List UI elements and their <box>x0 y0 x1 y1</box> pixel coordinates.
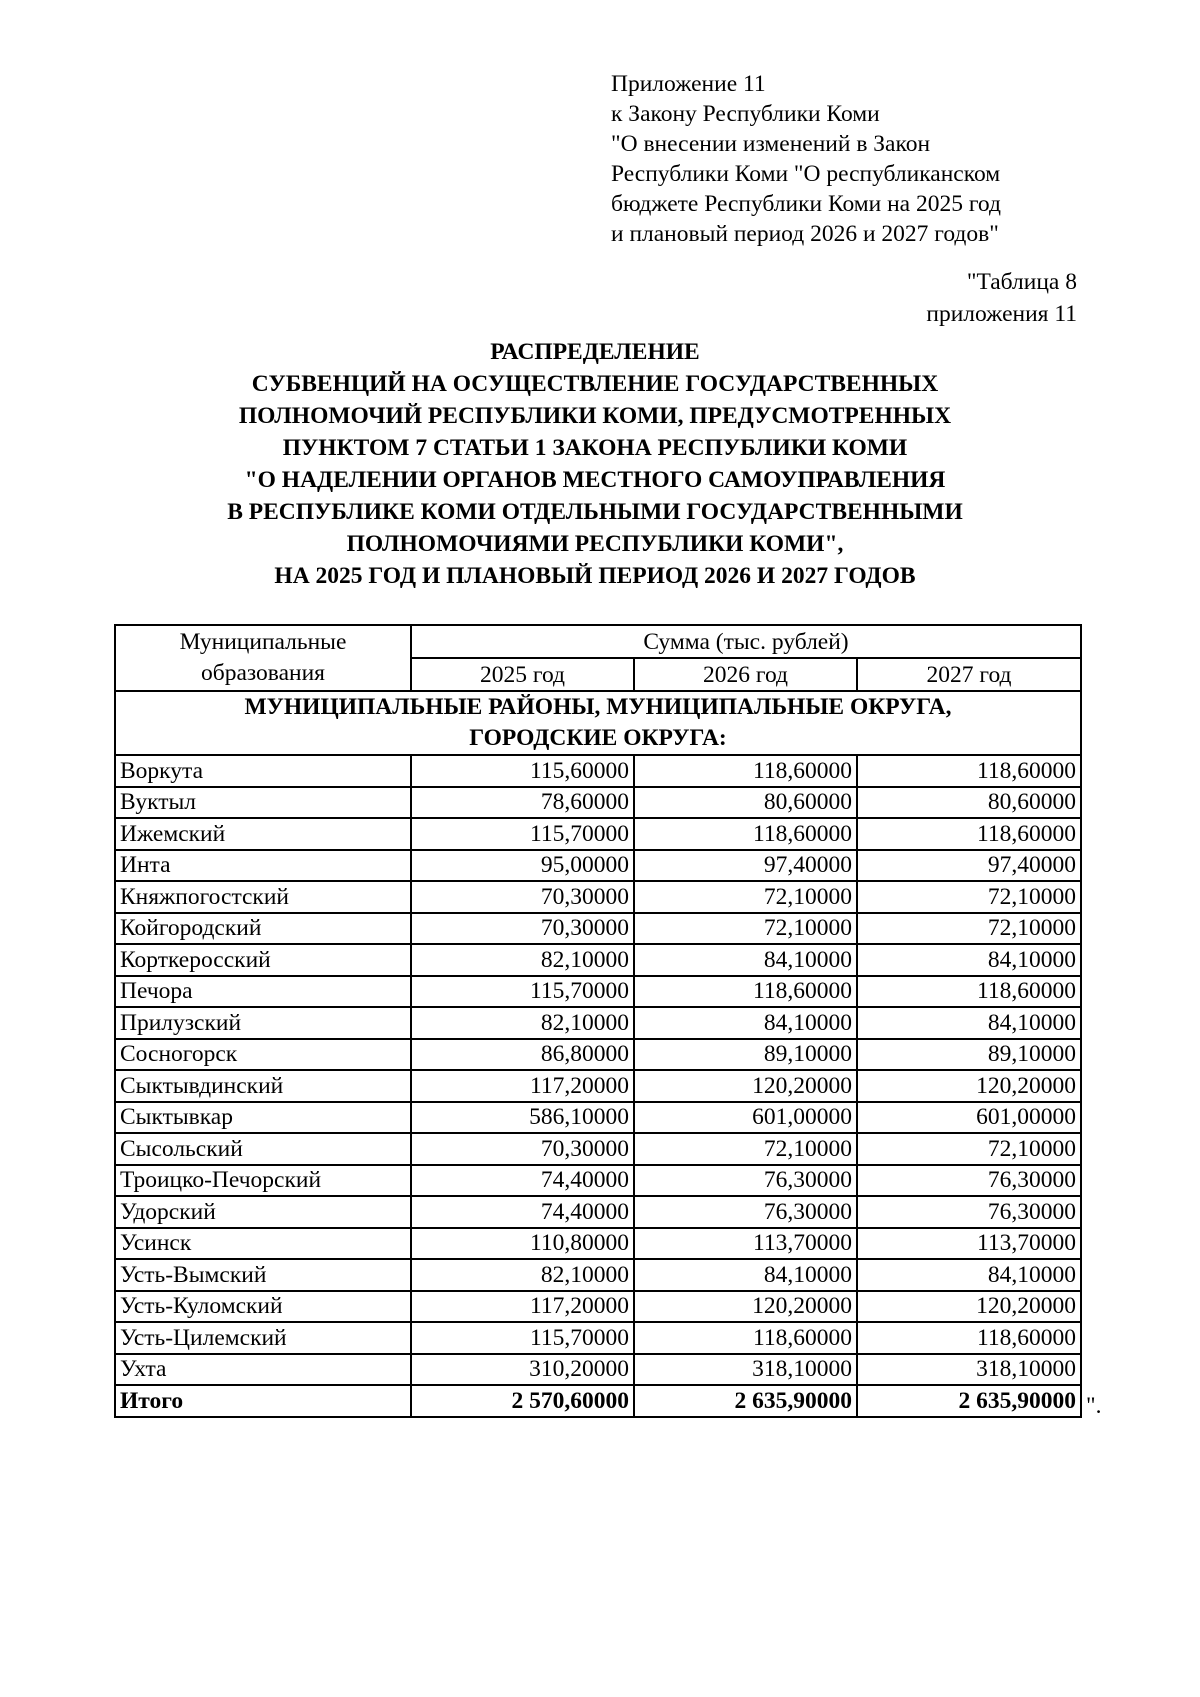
table-row <box>115 1228 1081 1260</box>
appendix-header-line: "О внесении изменений в Закон <box>611 131 931 157</box>
amount-cell: 118,60000 <box>634 818 857 850</box>
amount-cell: 89,10000 <box>634 1039 857 1071</box>
amount-cell: 70,30000 <box>411 881 634 913</box>
appendix-header-line: к Закону Республики Коми <box>611 101 880 127</box>
amount-cell: 118,60000 <box>857 755 1081 787</box>
amount-cell: 82,10000 <box>411 1007 634 1039</box>
title-line: "О НАДЕЛЕНИИ ОРГАНОВ МЕСТНОГО САМОУПРАВЛЕНИЯ <box>244 467 946 493</box>
municipality-name-cell: Троицко-Печорский <box>115 1165 411 1197</box>
amount-cell: 76,30000 <box>857 1165 1081 1197</box>
amount-cell: 601,00000 <box>634 1102 857 1134</box>
table-row <box>115 1354 1081 1386</box>
title-line: В РЕСПУБЛИКЕ КОМИ ОТДЕЛЬНЫМИ ГОСУДАРСТВЕННЫМИ <box>227 499 963 525</box>
section-header <box>115 691 1081 755</box>
amount-cell: 72,10000 <box>634 913 857 945</box>
municipality-name-cell: Усинск <box>115 1228 411 1260</box>
amount-cell: 117,20000 <box>411 1291 634 1323</box>
table-reference-line: приложения 11 <box>926 301 1077 327</box>
table-reference <box>926 266 1077 330</box>
amount-cell: 72,10000 <box>634 881 857 913</box>
municipality-name-cell: Удорский <box>115 1196 411 1228</box>
table-row <box>115 787 1081 819</box>
table-row <box>115 944 1081 976</box>
amount-cell: 115,70000 <box>411 976 634 1008</box>
table-row <box>115 1196 1081 1228</box>
amount-cell: 118,60000 <box>634 976 857 1008</box>
amount-cell: 601,00000 <box>857 1102 1081 1134</box>
amount-cell: 84,10000 <box>634 944 857 976</box>
column-header-municipalities <box>115 625 411 691</box>
amount-cell: 118,60000 <box>857 1322 1081 1354</box>
table-row <box>115 1133 1081 1165</box>
table-row <box>115 850 1081 882</box>
amount-cell: 118,60000 <box>634 1322 857 1354</box>
amount-cell: 82,10000 <box>411 1259 634 1291</box>
total-amount-cell: 2 570,60000 <box>411 1385 634 1417</box>
amount-cell: 118,60000 <box>857 818 1081 850</box>
appendix-header-line: Приложение 11 <box>611 71 766 97</box>
amount-cell: 72,10000 <box>857 1133 1081 1165</box>
municipality-name-cell: Ижемский <box>115 818 411 850</box>
municipality-name-cell: Прилузский <box>115 1007 411 1039</box>
amount-cell: 115,70000 <box>411 818 634 850</box>
amount-cell: 586,10000 <box>411 1102 634 1134</box>
amount-cell: 115,60000 <box>411 755 634 787</box>
title-line: ПОЛНОМОЧИЯМИ РЕСПУБЛИКИ КОМИ", <box>346 531 844 557</box>
amount-cell: 84,10000 <box>857 944 1081 976</box>
appendix-header-line: бюджете Республики Коми на 2025 год <box>611 191 1001 217</box>
amount-cell: 113,70000 <box>634 1228 857 1260</box>
table-row <box>115 755 1081 787</box>
municipality-name-cell: Корткеросский <box>115 944 411 976</box>
table-row <box>115 1165 1081 1197</box>
amount-cell: 86,80000 <box>411 1039 634 1071</box>
amount-cell: 97,40000 <box>634 850 857 882</box>
table-row <box>115 1322 1081 1354</box>
municipality-name-cell: Княжпогостский <box>115 881 411 913</box>
total-amount-cell: 2 635,90000 <box>857 1385 1081 1417</box>
amount-cell: 120,20000 <box>634 1291 857 1323</box>
table-body <box>115 691 1081 1417</box>
municipality-name-cell: Койгородский <box>115 913 411 945</box>
amount-cell: 76,30000 <box>634 1196 857 1228</box>
municipality-name-cell: Сыктывкар <box>115 1102 411 1134</box>
section-header-line: ГОРОДСКИЕ ОКРУГА: <box>469 725 727 751</box>
amount-cell: 97,40000 <box>857 850 1081 882</box>
column-header-municipalities-label: Муниципальные образования <box>179 629 347 686</box>
title-line: ПОЛНОМОЧИЙ РЕСПУБЛИКИ КОМИ, ПРЕДУСМОТРЕННЫХ <box>238 403 952 429</box>
amount-cell: 72,10000 <box>634 1133 857 1165</box>
amount-cell: 318,10000 <box>634 1354 857 1386</box>
amount-cell: 84,10000 <box>634 1007 857 1039</box>
municipality-name-cell: Печора <box>115 976 411 1008</box>
amount-cell: 84,10000 <box>857 1007 1081 1039</box>
amount-cell: 76,30000 <box>634 1165 857 1197</box>
table-row <box>115 1102 1081 1134</box>
table-row <box>115 913 1081 945</box>
municipality-name-cell: Воркута <box>115 755 411 787</box>
column-header-sum: Сумма (тыс. рублей) <box>411 625 1081 658</box>
municipality-name-cell: Усть-Вымский <box>115 1259 411 1291</box>
section-header-line: МУНИЦИПАЛЬНЫЕ РАЙОНЫ, МУНИЦИПАЛЬНЫЕ ОКРУГА, <box>244 694 952 720</box>
amount-cell: 84,10000 <box>634 1259 857 1291</box>
municipality-name-cell: Ухта <box>115 1354 411 1386</box>
amount-cell: 80,60000 <box>634 787 857 819</box>
municipality-name-cell: Сысольский <box>115 1133 411 1165</box>
table-row <box>115 1291 1081 1323</box>
amount-cell: 318,10000 <box>857 1354 1081 1386</box>
amount-cell: 310,20000 <box>411 1354 634 1386</box>
table-header-row <box>115 625 1081 658</box>
title-line: НА 2025 ГОД И ПЛАНОВЫЙ ПЕРИОД 2026 И 2027 ГОДОВ <box>274 563 916 589</box>
column-header-year: 2026 год <box>634 658 857 691</box>
municipality-name-cell: Сыктывдинский <box>115 1070 411 1102</box>
amount-cell: 118,60000 <box>634 755 857 787</box>
amount-cell: 72,10000 <box>857 881 1081 913</box>
total-row <box>115 1385 1081 1417</box>
appendix-header <box>611 69 1131 249</box>
amount-cell: 74,40000 <box>411 1196 634 1228</box>
table-row <box>115 1039 1081 1071</box>
title-line: РАСПРЕДЕЛЕНИЕ <box>490 339 700 365</box>
section-header-row <box>115 691 1081 755</box>
municipality-name-cell: Сосногорск <box>115 1039 411 1071</box>
appendix-header-line: Республики Коми "О республиканском <box>611 161 1001 187</box>
amount-cell: 84,10000 <box>857 1259 1081 1291</box>
amount-cell: 70,30000 <box>411 913 634 945</box>
total-label-cell: Итого <box>115 1385 411 1417</box>
total-amount-cell: 2 635,90000 <box>634 1385 857 1417</box>
amount-cell: 120,20000 <box>857 1070 1081 1102</box>
amount-cell: 95,00000 <box>411 850 634 882</box>
municipality-name-cell: Усть-Куломский <box>115 1291 411 1323</box>
amount-cell: 89,10000 <box>857 1039 1081 1071</box>
table-row <box>115 976 1081 1008</box>
amount-cell: 118,60000 <box>857 976 1081 1008</box>
amount-cell: 120,20000 <box>857 1291 1081 1323</box>
closing-quote-mark: ". <box>1086 1393 1102 1419</box>
amount-cell: 120,20000 <box>634 1070 857 1102</box>
table-row <box>115 1070 1081 1102</box>
document-title <box>114 336 1076 592</box>
amount-cell: 115,70000 <box>411 1322 634 1354</box>
amount-cell: 76,30000 <box>857 1196 1081 1228</box>
subvention-table <box>114 624 1082 1418</box>
amount-cell: 72,10000 <box>857 913 1081 945</box>
municipality-name-cell: Инта <box>115 850 411 882</box>
amount-cell: 113,70000 <box>857 1228 1081 1260</box>
column-header-year: 2025 год <box>411 658 634 691</box>
amount-cell: 70,30000 <box>411 1133 634 1165</box>
amount-cell: 74,40000 <box>411 1165 634 1197</box>
title-line: СУБВЕНЦИЙ НА ОСУЩЕСТВЛЕНИЕ ГОСУДАРСТВЕННЫХ <box>251 371 939 397</box>
table-row <box>115 818 1081 850</box>
title-line: ПУНКТОМ 7 СТАТЬИ 1 ЗАКОНА РЕСПУБЛИКИ КОМИ <box>282 435 908 461</box>
amount-cell: 117,20000 <box>411 1070 634 1102</box>
column-header-year: 2027 год <box>857 658 1081 691</box>
municipality-name-cell: Усть-Цилемский <box>115 1322 411 1354</box>
table-row <box>115 881 1081 913</box>
table-row <box>115 1259 1081 1291</box>
amount-cell: 110,80000 <box>411 1228 634 1260</box>
amount-cell: 80,60000 <box>857 787 1081 819</box>
amount-cell: 78,60000 <box>411 787 634 819</box>
table-reference-line: "Таблица 8 <box>966 269 1077 295</box>
municipality-name-cell: Вуктыл <box>115 787 411 819</box>
amount-cell: 82,10000 <box>411 944 634 976</box>
table-row <box>115 1007 1081 1039</box>
appendix-header-line: и плановый период 2026 и 2027 годов" <box>611 221 999 247</box>
